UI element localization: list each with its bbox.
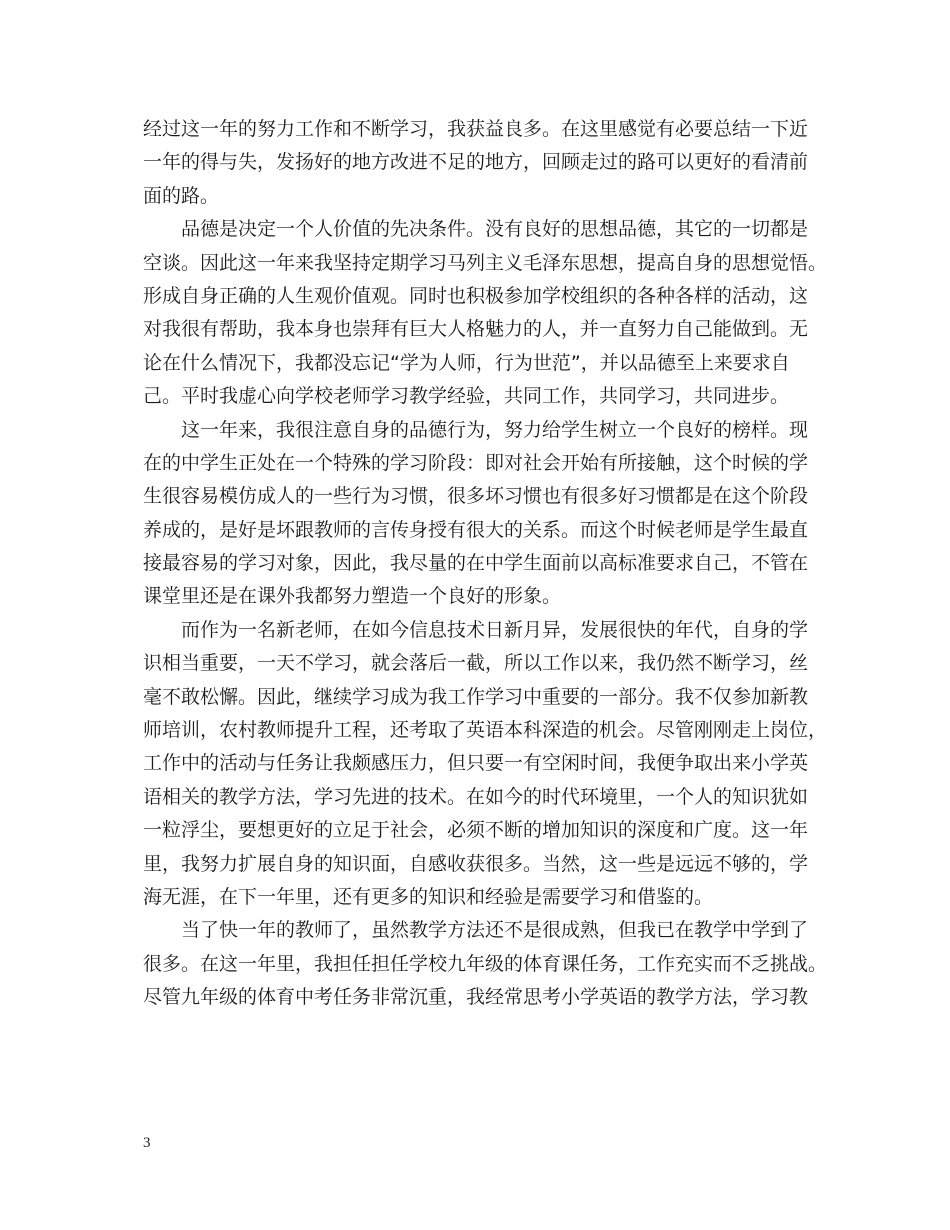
text-line: 面的路。	[143, 184, 220, 207]
text-line: 在的中学生正处在一个特殊的学习阶段：即对社会开始有所接触，这个时候的学	[143, 451, 809, 474]
text-line: 这一年来，我很注意自身的品德行为，努力给学生树立一个良好的榜样。现	[181, 418, 809, 441]
text-line: 师培训，农村教师提升工程，还考取了英语本科深造的机会。尽管刚刚走上岗位，	[143, 719, 828, 742]
text-line: 里，我努力扩展自身的知识面，自感收获很多。当然，这一些是远远不够的，学	[143, 852, 809, 875]
paragraph	[143, 213, 828, 413]
text-line: 尽管九年级的体育中考任务非常沉重，我经常思考小学英语的教学方法，学习教	[143, 986, 809, 1009]
paragraph	[143, 414, 808, 614]
text-line: 己。平时我虚心向学校老师学习教学经验，共同工作，共同学习，共同进步。	[143, 385, 790, 408]
text-line: 当了快一年的教师了，虽然教学方法还不是很成熟，但我已在教学中学到了	[181, 919, 809, 942]
text-line: 而作为一名新老师，在如今信息技术日新月异，发展很快的年代，自身的学	[181, 618, 809, 641]
document-body	[143, 113, 828, 1015]
paragraph	[143, 614, 828, 915]
paragraph	[143, 914, 828, 1014]
text-line: 空谈。因此这一年来我坚持定期学习马列主义毛泽东思想，提高自身的思想觉悟。	[143, 251, 828, 274]
paragraph	[143, 113, 808, 213]
page-number: 3	[143, 1135, 151, 1151]
text-line: 毫不敢松懈。因此，继续学习成为我工作学习中重要的一部分。我不仅参加新教	[143, 685, 809, 708]
text-line: 课堂里还是在课外我都努力塑造一个良好的形象。	[143, 585, 562, 608]
text-line: 接最容易的学习对象，因此，我尽量的在中学生面前以高标准要求自己，不管在	[143, 552, 809, 575]
text-line: 识相当重要，一天不学习，就会落后一截，所以工作以来，我仍然不断学习，丝	[143, 652, 809, 675]
text-line: 形成自身正确的人生观价值观。同时也积极参加学校组织的各种各样的活动，这	[143, 284, 809, 307]
text-line: 养成的，是好是坏跟教师的言传身授有很大的关系。而这个时候老师是学生最直	[143, 518, 809, 541]
text-line: 对我很有帮助，我本身也崇拜有巨大人格魅力的人，并一直努力自己能做到。无	[143, 318, 809, 341]
text-line: 工作中的活动与任务让我颇感压力，但只要一有空闲时间，我便争取出来小学英	[143, 752, 809, 775]
text-line: 很多。在这一年里，我担任担任学校九年级的体育课任务，工作充实而不乏挑战。	[143, 952, 828, 975]
text-line: 经过这一年的努力工作和不断学习，我获益良多。在这里感觉有必要总结一下近	[143, 118, 809, 140]
text-line: 一粒浮尘，要想更好的立足于社会，必须不断的增加知识的深度和广度。这一年	[143, 819, 809, 842]
text-line: 品德是决定一个人价值的先决条件。没有良好的思想品德，其它的一切都是	[181, 218, 809, 241]
text-line: 论在什么情况下，我都没忘记“学为人师，行为世范”，并以品德至上来要求自	[143, 351, 790, 374]
text-line: 海无涯，在下一年里，还有更多的知识和经验是需要学习和借鉴的。	[143, 885, 714, 908]
text-line: 一年的得与失，发扬好的地方改进不足的地方，回顾走过的路可以更好的看清前	[143, 151, 809, 174]
text-line: 生很容易模仿成人的一些行为习惯，很多坏习惯也有很多好习惯都是在这个阶段	[143, 485, 809, 508]
text-line: 语相关的教学方法，学习先进的技术。在如今的时代环境里，一个人的知识犹如	[143, 785, 809, 808]
